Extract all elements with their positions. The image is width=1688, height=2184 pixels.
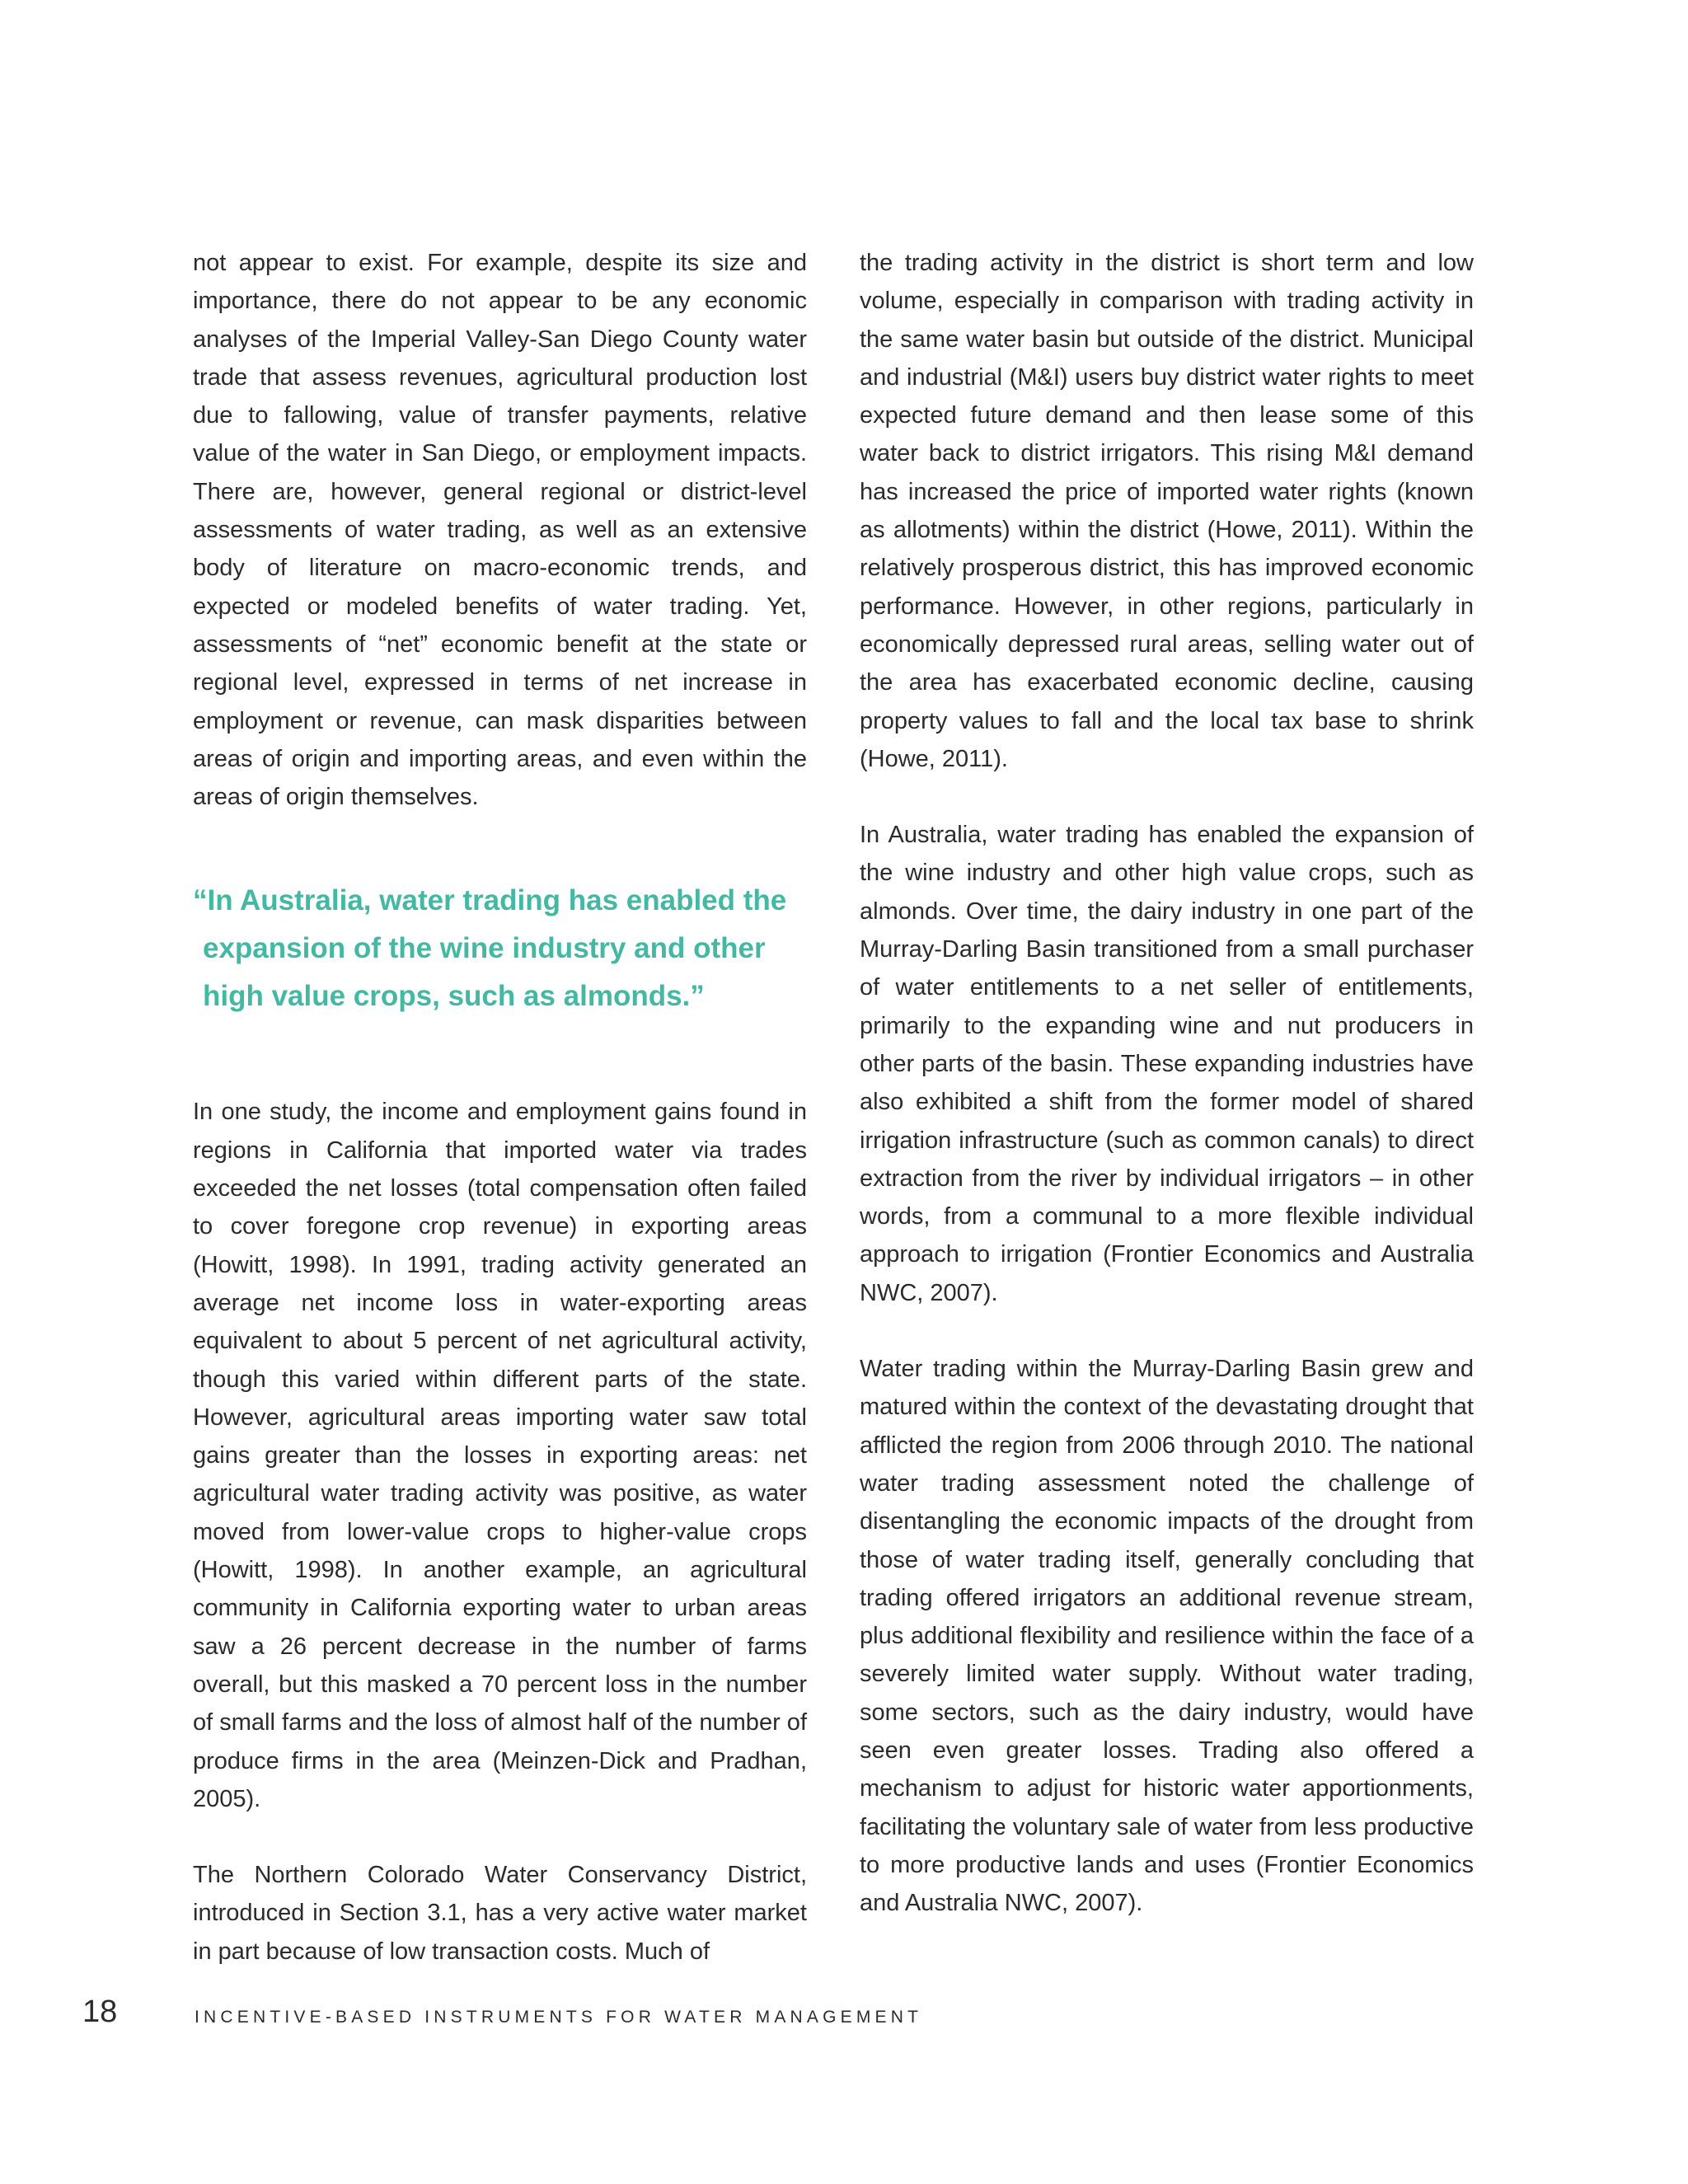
left-column — [193, 244, 807, 1971]
running-footer-title: INCENTIVE-BASED INSTRUMENTS FOR WATER MANAGEMENT — [195, 2008, 923, 2027]
left-paragraph-1: not appear to exist. For example, despite its size and importance, there do not appear to be any economic analyses of the Imperial Valley-San Diego County water trade that assess revenues, agricultural production lost due to fallowing, value of transfer payments, relative value of the water in San Diego, or employment impacts. There are, however, general regional or district-level assessments of water trading, as well as an extensive body of literature on macro-economic trends, and expected or modeled benefits of water trading. Yet, assessments of “net” economic benefit at the state or regional level, expressed in terms of net increase in employment or revenue, can mask disparities between areas of origin and importing areas, and even within the areas of origin themselves. — [193, 250, 807, 811]
left-paragraph-3: The Northern Colorado Water Conservancy District, introduced in Section 3.1, has a very active water market in part because of low transaction costs. Much of — [193, 1862, 807, 1965]
pull-quote-line-2: expansion of the wine industry and other — [203, 932, 766, 965]
pull-quote-line-1: “In Australia, water trading has enabled the — [193, 884, 787, 917]
right-paragraph-1: the trading activity in the district is short term and low volume, especially in comparison with trading activity in the same water basin but outside of the district. Municipal and industrial (M&I) users buy district water rights to meet expected future demand and then lease some of this water back to district irrigators. This rising M&I demand has increased the price of imported water rights (known as allotments) within the district (Howe, 2011). Within the relatively prosperous district, this has improved economic performance. However, in other regions, particularly in economically depressed rural areas, selling water out of the area has exacerbated economic decline, causing property values to fall and the local tax base to shrink (Howe, 2011). — [860, 250, 1474, 772]
right-paragraph-2: In Australia, water trading has enabled the expansion of the wine industry and other high value crops, such as almonds. Over time, the dairy industry in one part of the Murray-Darling Basin transitioned from a small purchaser of water entitlements to a net seller of entitlements, primarily to the expanding wine and nut producers in other parts of the basin. These expanding industries have also exhibited a shift from the former model of shared irrigation infrastructure (such as common canals) to direct extraction from the river by individual irrigators – in other words, from a communal to a more flexible individual approach to irrigation (Frontier Economics and Australia NWC, 2007). — [860, 822, 1474, 1306]
pull-quote — [193, 877, 807, 1020]
page-number: 18 — [82, 1994, 118, 2029]
left-paragraph-2: In one study, the income and employment gains found in regions in California that imported water via trades exceeded the net losses (total compensation often failed to cover foregone crop revenue) in exporting areas (Howitt, 1998). In 1991, trading activity generated an average net income loss in water-exporting areas equivalent to about 5 percent of net agricultural activity, though this varied within different parts of the state. However, agricultural areas importing water saw total gains greater than the losses in exporting areas: net agricultural water trading activity was positive, as water moved from lower-value crops to higher-value crops (Howitt, 1998). In another example, an agricultural community in California exporting water to urban areas saw a 26 percent decrease in the number of farms overall, but this masked a 70 percent loss in the number of small farms and the loss of almost half of the number of produce firms in the area (Meinzen-Dick and Pradhan, 2005). — [193, 1099, 807, 1812]
pull-quote-line-3: high value crops, such as almonds.” — [203, 980, 705, 1013]
right-column — [860, 244, 1474, 1922]
right-paragraph-3: Water trading within the Murray-Darling Basin grew and matured within the context of the devastating drought that afflicted the region from 2006 through 2010. The national water trading assessment noted the challenge of disentangling the economic impacts of the drought from those of water trading itself, generally concluding that trading offered irrigators an additional revenue stream, plus additional flexibility and resilience within the face of a severely limited water supply. Without water trading, some sectors, such as the dairy industry, would have seen even greater losses. Trading also offered a mechanism to adjust for historic water apportionments, facilitating the voluntary sale of water from less productive to more productive lands and uses (Frontier Economics and Australia NWC, 2007). — [860, 1356, 1474, 1917]
